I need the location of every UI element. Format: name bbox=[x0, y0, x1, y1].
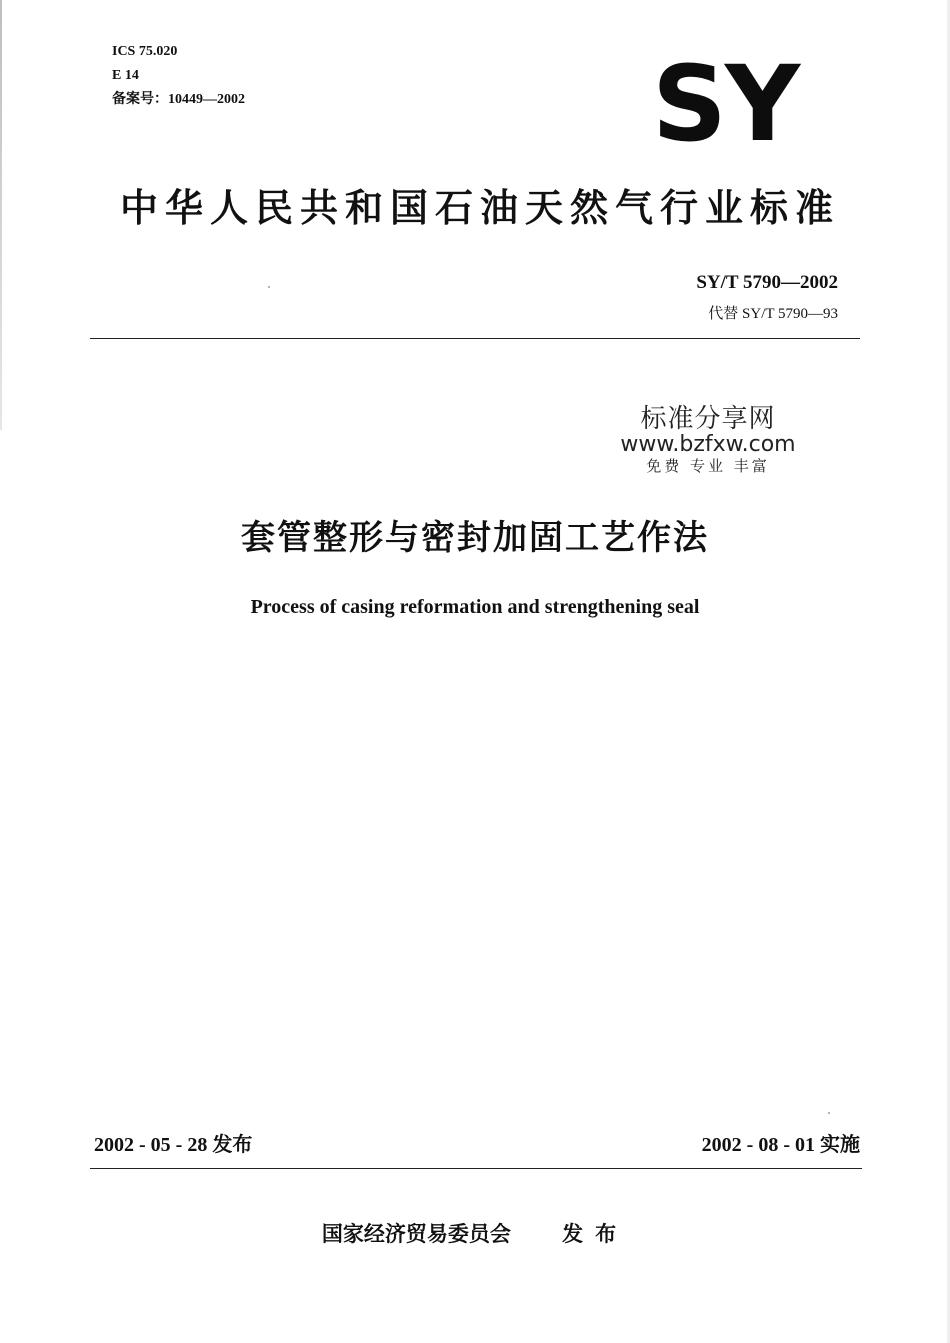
ics-code: ICS 75.020 bbox=[112, 44, 178, 59]
watermark-url: www.bzfxw.com bbox=[620, 432, 796, 457]
document-title-english: Process of casing reformation and strengthening seal bbox=[250, 596, 700, 618]
watermark bbox=[618, 404, 798, 476]
bottom-divider bbox=[90, 1168, 862, 1169]
sy-logo: SY bbox=[652, 43, 799, 165]
effective-date: 2002 - 08 - 01 实施 bbox=[701, 1134, 860, 1156]
industry-title: 中华人民共和国石油天然气行业标准 bbox=[120, 186, 841, 230]
publisher-name: 国家经济贸易委员会 bbox=[321, 1222, 511, 1246]
classification-block bbox=[112, 40, 245, 112]
scan-edge-left bbox=[0, 0, 2, 430]
standard-number: SY/T 5790—2002 bbox=[696, 272, 838, 293]
record-number: 备案号：10449—2002 bbox=[112, 92, 245, 107]
document-title-chinese: 套管整形与密封加固工艺作法 bbox=[241, 518, 709, 558]
watermark-slogan: 免费 专业 丰富 bbox=[646, 457, 770, 475]
publisher-line bbox=[0, 1218, 950, 1248]
publisher-action: 发布 bbox=[562, 1222, 629, 1246]
category-code: E 14 bbox=[112, 68, 139, 83]
issue-date: 2002 - 05 - 28 发布 bbox=[94, 1134, 253, 1156]
scan-speck bbox=[268, 286, 270, 288]
watermark-site-name: 标准分享网 bbox=[640, 404, 776, 434]
replaces-standard: 代替 SY/T 5790—93 bbox=[708, 306, 838, 322]
top-divider bbox=[90, 338, 860, 339]
scan-speck bbox=[828, 1112, 830, 1114]
